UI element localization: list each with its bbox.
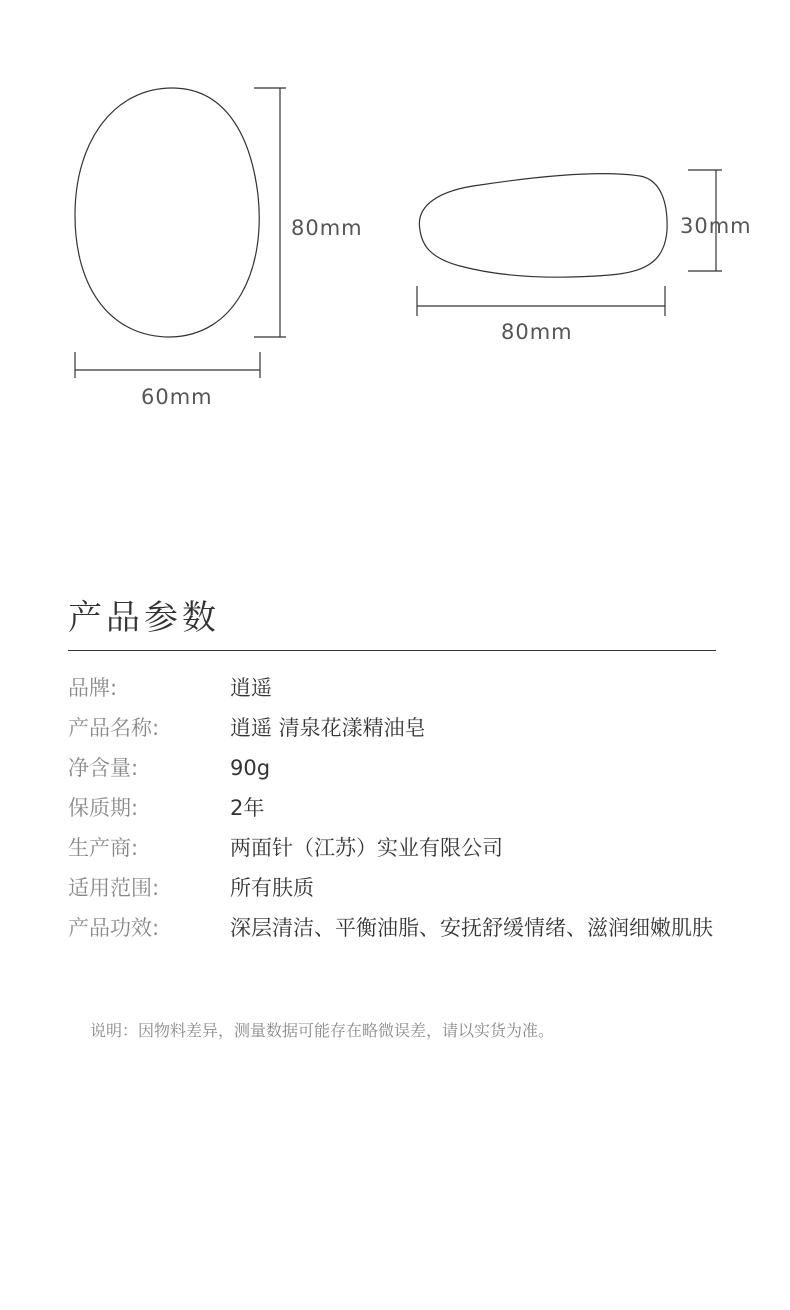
spec-label: 适用范围: (68, 876, 160, 900)
spec-value: 2年 (230, 796, 265, 820)
spec-list (68, 668, 738, 948)
spec-value: 两面针（江苏）实业有限公司 (230, 836, 503, 860)
spec-label: 品牌: (68, 676, 118, 700)
front-width-dimension (75, 352, 260, 378)
soap-side-outline (419, 174, 667, 278)
spec-label: 产品名称: (68, 716, 160, 740)
section-title: 产品参数 (68, 598, 220, 638)
spec-value: 所有肤质 (230, 876, 314, 900)
side-width-dimension (417, 286, 665, 316)
spec-label: 生产商: (68, 836, 139, 860)
dimension-diagram (0, 0, 790, 440)
spec-row-skin-type (68, 868, 738, 908)
spec-value: 深层清洁、平衡油脂、安抚舒缓情绪、滋润细嫩肌肤 (230, 916, 713, 940)
front-width-label: 60mm (141, 385, 213, 409)
spec-value: 90g (230, 756, 271, 780)
spec-label: 产品功效: (68, 916, 160, 940)
side-width-label: 80mm (501, 320, 573, 344)
spec-row-efficacy (68, 908, 738, 948)
spec-row-manufacturer (68, 828, 738, 868)
spec-row-brand (68, 668, 738, 708)
soap-front-outline (75, 88, 259, 337)
spec-value: 逍遥 清泉花漾精油皂 (230, 716, 426, 740)
front-height-label: 80mm (291, 216, 363, 240)
spec-row-product-name (68, 708, 738, 748)
spec-row-shelf-life (68, 788, 738, 828)
title-divider (68, 650, 716, 651)
spec-value: 逍遥 (230, 676, 272, 700)
disclaimer-note: 说明：因物料差异，测量数据可能存在略微误差，请以实货为准。 (90, 1021, 555, 1040)
spec-label: 净含量: (68, 756, 139, 780)
side-height-label: 30mm (680, 214, 752, 238)
spec-row-net-weight (68, 748, 738, 788)
spec-label: 保质期: (68, 796, 139, 820)
